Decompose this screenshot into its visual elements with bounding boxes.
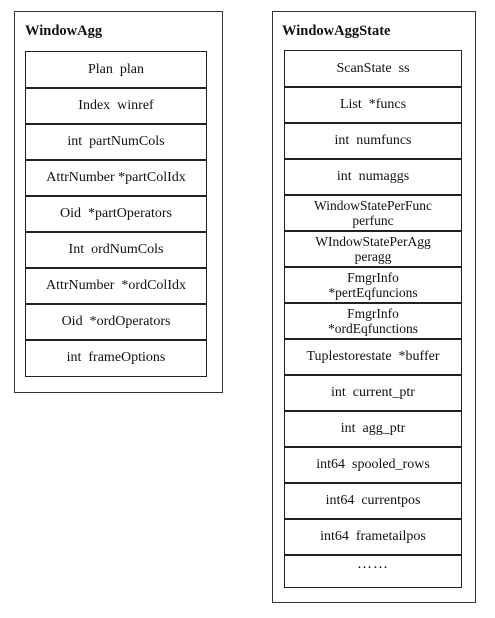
window-agg-field: int frameOptions bbox=[25, 339, 207, 377]
window-agg-state-panel bbox=[272, 11, 476, 603]
window-agg-field: int partNumCols bbox=[25, 123, 207, 161]
window-agg-state-ellipsis: …… bbox=[284, 554, 462, 588]
window-agg-field: Oid *ordOperators bbox=[25, 303, 207, 341]
window-agg-field: AttrNumber *partColIdx bbox=[25, 159, 207, 197]
window-agg-state-field: int numaggs bbox=[284, 158, 462, 196]
window-agg-state-field: int numfuncs bbox=[284, 122, 462, 160]
window-agg-state-field: List *funcs bbox=[284, 86, 462, 124]
window-agg-field-list bbox=[25, 51, 207, 377]
window-agg-state-field: int64 spooled_rows bbox=[284, 446, 462, 484]
window-agg-state-field: ScanState ss bbox=[284, 50, 462, 88]
window-agg-state-field: WindowStatePerFunc perfunc bbox=[284, 194, 462, 232]
window-agg-title: WindowAgg bbox=[25, 23, 103, 39]
window-agg-field: Index winref bbox=[25, 87, 207, 125]
window-agg-field: Plan plan bbox=[25, 51, 207, 89]
window-agg-field: AttrNumber *ordColIdx bbox=[25, 267, 207, 305]
window-agg-state-field: FmgrInfo *ordEqfunctions bbox=[284, 302, 462, 340]
window-agg-state-field: int64 frametailpos bbox=[284, 518, 462, 556]
window-agg-field: Oid *partOperators bbox=[25, 195, 207, 233]
window-agg-state-field: int agg_ptr bbox=[284, 410, 462, 448]
window-agg-state-field: int current_ptr bbox=[284, 374, 462, 412]
window-agg-panel bbox=[14, 11, 223, 393]
window-agg-field: Int ordNumCols bbox=[25, 231, 207, 269]
window-agg-state-field-list bbox=[284, 50, 462, 588]
window-agg-state-field: WIndowStatePerAgg peragg bbox=[284, 230, 462, 268]
window-agg-state-title: WindowAggState bbox=[282, 23, 391, 39]
window-agg-state-field: int64 currentpos bbox=[284, 482, 462, 520]
window-agg-state-field: FmgrInfo *pertEqfuncions bbox=[284, 266, 462, 304]
window-agg-state-field: Tuplestorestate *buffer bbox=[284, 338, 462, 376]
